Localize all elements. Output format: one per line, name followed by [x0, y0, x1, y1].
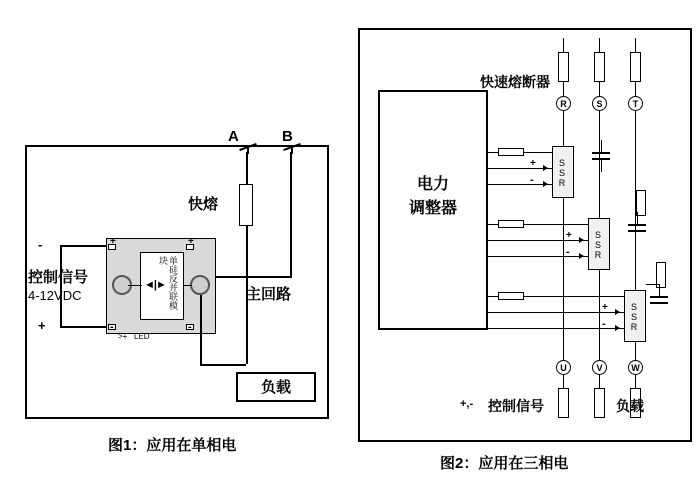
snubber-cap-1-lead-top: [601, 140, 602, 152]
wire-control-minus: [60, 245, 106, 247]
output-v-circle: V: [592, 360, 607, 375]
fast-fuse-symbol: [239, 184, 253, 226]
ctrl-res-1: [498, 148, 524, 156]
ssr3-minus: -: [602, 318, 606, 330]
ctrl-res-3: [498, 292, 524, 300]
ctrl-arrow-1a: [543, 165, 548, 171]
ssr2-minus: -: [566, 246, 570, 258]
figure-1-single-phase: [0, 0, 340, 500]
ctrl-arrow-3a: [615, 309, 620, 315]
power-regulator-box: [378, 90, 488, 330]
snubber-cap-1-lead-bot: [601, 158, 602, 172]
module-minus-bottom-right: -: [188, 321, 192, 333]
ctrl-arrow-2a: [579, 237, 584, 243]
phase-s-circle: S: [592, 96, 607, 111]
wire-control-plus: [60, 326, 106, 328]
control-signal-label: 控制信号: [28, 269, 89, 286]
snubber-cap-3-conn: [646, 284, 660, 285]
wire-w-to-load: [635, 375, 636, 388]
ssr1-minus: -: [530, 174, 534, 186]
led-marker-sign: >+: [118, 332, 128, 341]
wire-v-to-load: [599, 375, 600, 388]
wire-s-below-fuse: [599, 82, 600, 96]
wire-r-below-fuse: [563, 82, 564, 96]
figure-2-caption: 图2：应用在三相电: [440, 455, 569, 472]
fast-fuse-label-3ph: 快速熔断器: [480, 74, 550, 90]
wire-t-top: [635, 38, 636, 52]
load-fuse-v: [594, 388, 605, 418]
ctrl-res-2: [498, 220, 524, 228]
load-fuse-u: [558, 388, 569, 418]
wire-r-top: [563, 38, 564, 52]
phase-r-circle: R: [556, 96, 571, 111]
main-circuit-label: 主回路: [246, 286, 292, 303]
power-regulator-label-line1: 电力: [416, 176, 449, 193]
module-minus-bottom-left: -: [110, 321, 114, 333]
output-w-circle: W: [628, 360, 643, 375]
load-box: 负载: [236, 372, 316, 402]
terminal-b-label: B: [282, 128, 293, 145]
module-terminal-right: [190, 275, 210, 295]
figure-1-caption: 图1：应用在单相电: [108, 437, 237, 454]
snubber-cap-2-bot: [628, 230, 646, 232]
phase-t-circle: T: [628, 96, 643, 111]
ssr-2-label: SSR: [593, 230, 603, 260]
fuse-r: [558, 52, 569, 82]
snubber-cap-3-bot: [650, 302, 668, 304]
ssr3-plus: +: [602, 302, 608, 313]
module-plus-top-right: +: [188, 236, 194, 247]
module-text: 单硅反并联模块: [158, 256, 178, 310]
snubber-cap-1-top: [592, 152, 610, 154]
load-label-3ph: 负载: [616, 398, 644, 414]
output-u-circle: U: [556, 360, 571, 375]
wire-b-down: [290, 152, 292, 277]
figure-2-three-phase: [340, 0, 700, 500]
fast-fuse-label: 快熔: [188, 196, 219, 213]
power-regulator-label-line2: 调整器: [408, 200, 457, 217]
ssr-3-label: SSR: [629, 302, 639, 332]
snubber-cap-2-top: [628, 224, 646, 226]
snubber-cap-2-lead-top: [637, 212, 638, 224]
wire-module-to-load: [200, 295, 202, 365]
ssr-1-label: SSR: [557, 158, 567, 188]
ctrl-arrow-1b: [543, 181, 548, 187]
wire-load-bottom: [200, 364, 246, 366]
led-label: LED: [134, 332, 150, 341]
ctrl-wire-2b: [488, 240, 588, 241]
wire-u-to-load: [563, 375, 564, 388]
control-minus-sign: -: [38, 237, 43, 252]
control-signal-sign-3ph: +,-: [460, 398, 474, 410]
wire-t-below-fuse: [635, 82, 636, 96]
triac-symbol: ◄|►: [144, 279, 166, 291]
wire-a-top: [246, 152, 248, 184]
ctrl-arrow-3b: [615, 325, 620, 331]
ssr1-plus: +: [530, 158, 536, 169]
terminal-a-label: A: [228, 128, 239, 145]
ssr2-plus: +: [566, 230, 572, 241]
module-internal-wire-left: [128, 285, 142, 286]
control-plus-sign: +: [38, 318, 46, 333]
fuse-s: [594, 52, 605, 82]
fuse-t: [630, 52, 641, 82]
control-voltage-label: 4-12VDC: [28, 288, 82, 303]
control-signal-label-3ph: 控制信号: [488, 398, 544, 414]
wire-s-top: [599, 38, 600, 52]
ctrl-wire-2c: [488, 256, 588, 257]
ctrl-arrow-2b: [579, 253, 584, 259]
snubber-cap-3-lead-top: [659, 284, 660, 296]
module-internal-wire-right: [184, 285, 192, 286]
module-plus-top-left: +: [110, 236, 116, 247]
snubber-cap-3-top: [650, 296, 668, 298]
